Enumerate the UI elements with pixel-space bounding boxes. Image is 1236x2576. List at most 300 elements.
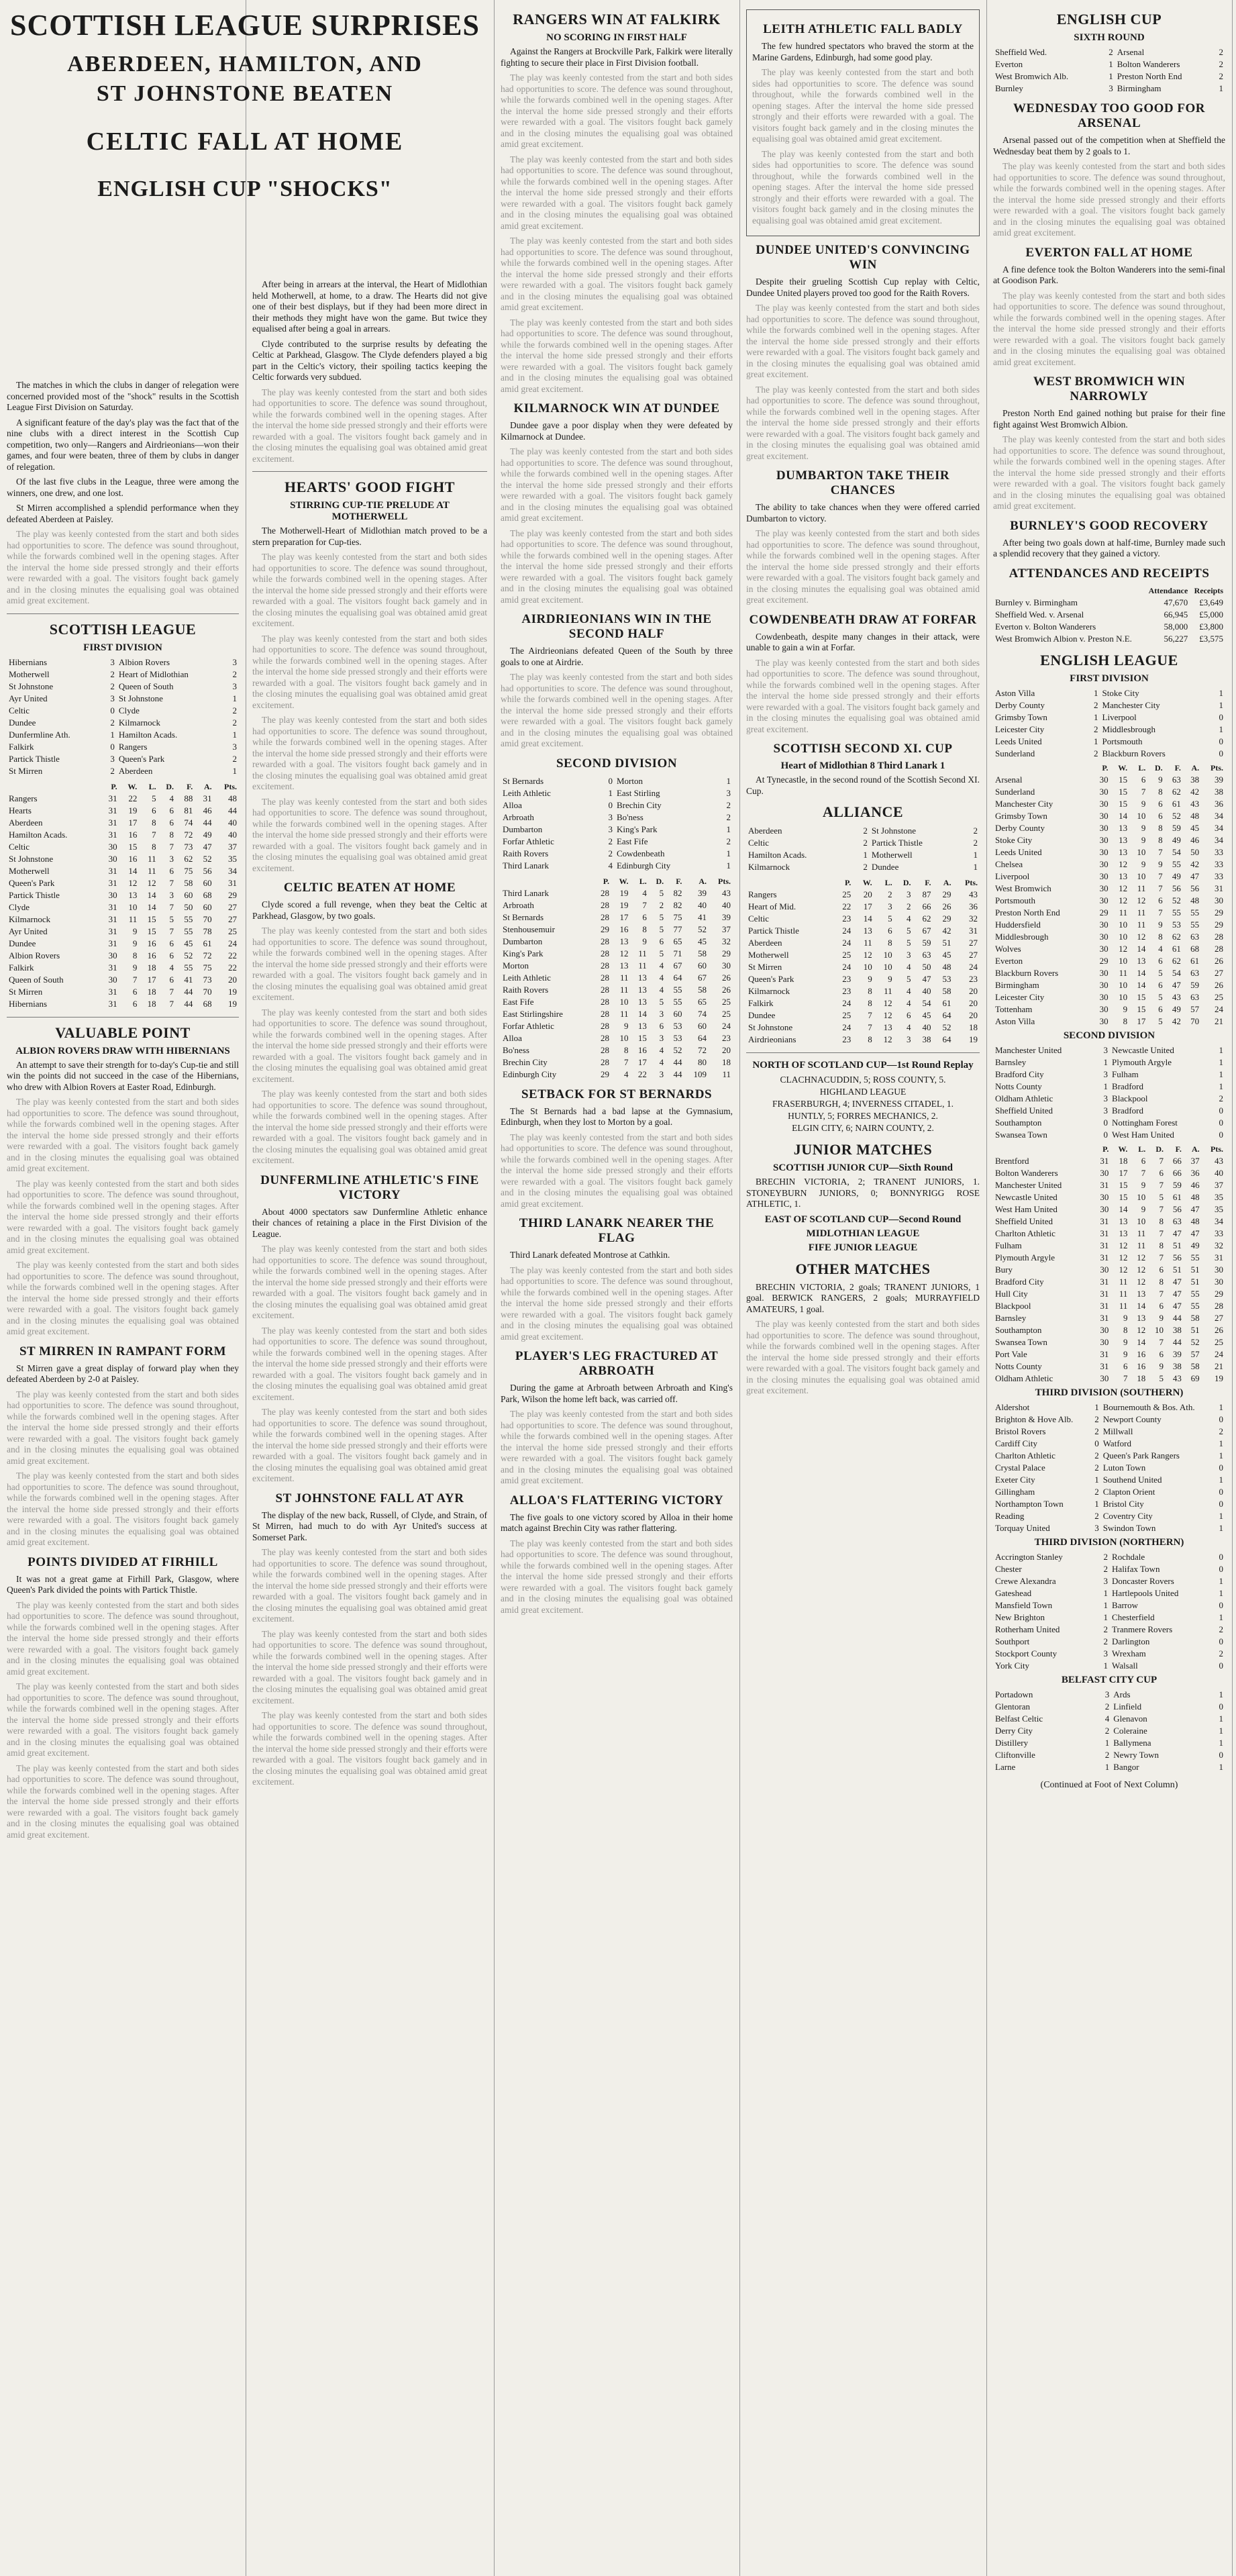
table-cell: Plymouth Argyle (1112, 1056, 1172, 1067)
table-cell: 47,670 (1164, 597, 1188, 607)
table-cell: 21 (1215, 1015, 1223, 1026)
table-cell: 13 (637, 972, 647, 983)
table-cell: 6 (132, 998, 138, 1009)
table-cell: 31 (108, 938, 117, 948)
table-cell: 31 (1100, 1179, 1109, 1190)
table-cell: 2 (232, 705, 237, 715)
table-cell: 24 (842, 998, 852, 1008)
body-text: The play was keenly contested from the start and both sides had opportunities to score. The defence was sound throughout, while the forwards combined well in the opening stages. After the interval the home side pressed strongly and their efforts were rewarded with a goal. The visitors fought back gamely and in the closing minutes the equalising goal was obtained amid great excitement. (252, 552, 487, 628)
table-cell: Albion Rovers (118, 656, 170, 667)
table-row (501, 972, 733, 984)
table-cell: Queen of South (9, 974, 64, 985)
table-cell: 1 (726, 775, 731, 786)
table-cell: 10 (619, 996, 629, 1007)
table-cell: Morton (616, 775, 643, 786)
section-title: LEITH ATHLETIC FALL BADLY (763, 22, 963, 36)
table-cell: 45 (922, 1010, 931, 1020)
table-cell: P. (1102, 762, 1109, 773)
table-cell: 1 (1219, 1725, 1223, 1736)
table-cell: 28 (600, 972, 609, 983)
attendance-table (993, 585, 1225, 645)
table-cell: 13 (637, 996, 647, 1007)
table-cell: Bury (995, 1264, 1013, 1275)
table-row (993, 883, 1225, 895)
section-subtitle: EAST OF SCOTLAND CUP—Second Round (764, 1213, 962, 1225)
table-row (993, 1252, 1225, 1264)
result-row (993, 1587, 1225, 1599)
section-subtitle: NO SCORING IN FIRST HALF (546, 32, 687, 43)
table-row (501, 960, 733, 972)
table-cell: 2 (659, 899, 664, 910)
section-title: EVERTON FALL AT HOME (1025, 245, 1193, 260)
article-text: The Airdrieonians defeated Queen of the South by three goals to one at Airdrie. (501, 646, 733, 667)
table-cell: 3 (110, 656, 115, 667)
table-cell: 30 (1099, 858, 1109, 869)
table-cell: Everton (995, 59, 1023, 69)
table-row (993, 979, 1225, 991)
table-cell: 35 (228, 853, 237, 864)
result-row (993, 1612, 1225, 1624)
table-cell: 55 (673, 984, 682, 995)
intro-paragraph: After being in arrears at the interval, the Heart of Midlothian held Motherwell, at home, to a draw. The Hearts did not give one of their best displays, but if they had been more direct in their methods they might have won the game. But twice they equalised after being a goal in arrears. (252, 279, 487, 334)
table-cell: 1 (1219, 1761, 1223, 1772)
table-row (993, 1312, 1225, 1324)
table-cell: P. (1102, 1144, 1109, 1154)
table-cell: 9 (868, 974, 872, 984)
table-cell: 34 (1215, 822, 1223, 833)
table-cell: 64 (673, 972, 682, 983)
table-row (993, 1228, 1225, 1240)
table-cell: Southport (995, 1636, 1030, 1646)
section-title: SCOTTISH SECOND XI. CUP (773, 742, 953, 756)
table-cell: 38 (922, 1034, 931, 1044)
table-cell: 33 (1215, 858, 1223, 869)
table-cell: 17 (1137, 1015, 1146, 1026)
table-cell: Dunfermline Ath. (9, 729, 70, 740)
table-cell (7, 781, 100, 793)
table-row (993, 1155, 1225, 1167)
table-cell: Manchester City (995, 798, 1053, 809)
table-cell: 34 (1215, 834, 1223, 845)
table-cell: 13 (863, 926, 872, 936)
table-cell: 55 (1190, 1288, 1200, 1299)
table-cell: £3,649 (1199, 597, 1223, 607)
section-title: COWDENBEATH DRAW AT FORFAR (749, 612, 977, 627)
table-cell: 60 (698, 1020, 707, 1031)
table-cell: 17 (147, 974, 156, 985)
table-cell: Oldham Athletic (995, 1093, 1053, 1103)
body-text: The play was keenly contested from the start and both sides had opportunities to score. The defence was sound throughout, while the forwards combined well in the opening stages. After the interval the home side pressed strongly and their efforts were rewarded with a goal. The visitors fought back gamely and in the closing minutes the equalising goal was obtained amid great excitement. (746, 384, 980, 461)
section-subtitle: SECOND DIVISION (1063, 1030, 1155, 1041)
table-cell: 87 (922, 889, 931, 899)
section-subtitle: BELFAST CITY CUP (1061, 1674, 1157, 1685)
table-row (993, 1300, 1225, 1312)
table-cell: 61 (1172, 1191, 1182, 1202)
table-cell: 32 (722, 936, 731, 946)
table-cell: 11 (1119, 1288, 1128, 1299)
table-cell: 15 (128, 841, 138, 852)
table-cell: 57 (1190, 1003, 1200, 1014)
table-cell: 60 (203, 877, 212, 888)
table-cell: 4 (907, 962, 911, 972)
results-table (746, 825, 980, 873)
section-title: KILMARNOCK WIN AT DUNDEE (513, 401, 720, 415)
table-cell: Motherwell (9, 668, 50, 679)
table-cell: 2 (1109, 47, 1113, 57)
result-row (993, 70, 1225, 83)
table-cell: Reading (995, 1510, 1025, 1521)
section-title: WEDNESDAY TOO GOOD FOR ARSENAL (1013, 101, 1206, 130)
article-text: Third Lanark defeated Montrose at Cathkin. (510, 1250, 670, 1260)
table-cell: 2 (1219, 47, 1223, 57)
table-cell: 53 (1172, 919, 1181, 930)
table-cell: 28 (600, 1032, 609, 1043)
table-cell: 44 (228, 805, 237, 815)
body-text: The play was keenly contested from the start and both sides had opportunities to score. The defence was sound throughout, while the forwards combined well in the opening stages. After the interval the home side pressed strongly and their efforts were rewarded with a goal. The visitors fought back gamely and in the closing minutes the equalising goal was obtained amid great excitement. (252, 633, 487, 710)
body-text: The play was keenly contested from the start and both sides had opportunities to score. The defence was sound throughout, while the forwards combined well in the opening stages. After the interval the home side pressed strongly and their efforts were rewarded with a goal. The visitors fought back gamely and in the closing minutes the equalising goal was obtained amid great excitement. (501, 317, 733, 394)
table-cell: 55 (1190, 1252, 1200, 1262)
table-cell: 0 (1219, 1129, 1223, 1140)
section-title: ST JOHNSTONE FALL AT AYR (275, 1491, 464, 1505)
table-cell: 68 (203, 998, 212, 1009)
result-row (993, 1510, 1225, 1522)
table-cell: 19 (1215, 1373, 1223, 1383)
section-subtitle: THIRD DIVISION (NORTHERN) (1034, 1536, 1184, 1548)
table-cell: Forfar Athletic (503, 836, 554, 846)
table-cell: 8 (888, 938, 892, 948)
body-text: The play was keenly contested from the start and both sides had opportunities to score. The defence was sound throughout, while the forwards combined well in the opening stages. After the interval the home side pressed strongly and their efforts were rewarded with a goal. The visitors fought back gamely and in the closing minutes the equalising goal was obtained amid great excitement. (746, 303, 980, 379)
table-cell: 9 (1141, 1203, 1146, 1214)
table-cell: 2 (973, 838, 978, 848)
table-cell: 3 (1103, 1093, 1109, 1103)
result-row (746, 861, 980, 873)
table-cell: 29 (1099, 907, 1109, 918)
table-cell: 3 (659, 1032, 664, 1043)
table-cell: Chesterfield (1112, 1612, 1155, 1622)
table-cell: 30 (1099, 810, 1109, 821)
table-cell: Dumbarton (503, 936, 543, 946)
table-cell: 1 (1219, 1737, 1223, 1748)
table-header-row (746, 877, 980, 889)
body-text: The play was keenly contested from the start and both sides had opportunities to score. The defence was sound throughout, while the forwards combined well in the opening stages. After the interval the home side pressed strongly and their efforts were rewarded with a goal. The visitors fought back gamely and in the closing minutes the equalising goal was obtained amid great excitement. (501, 72, 733, 149)
table-cell: Bradford City (995, 1069, 1044, 1079)
table-row (993, 1324, 1225, 1336)
table-cell: Bolton Wanderers (1117, 59, 1180, 69)
table-cell: 59 (1190, 979, 1200, 990)
table-cell: 4 (1158, 943, 1163, 954)
table-cell: 1 (1219, 1044, 1223, 1055)
table-cell: 11 (864, 938, 872, 948)
results-table (993, 1689, 1225, 1773)
masthead-line1: ABERDEEN, HAMILTON, AND (67, 52, 423, 77)
table-cell: Wolves (995, 943, 1021, 954)
table-cell: 4 (169, 793, 174, 803)
table-cell: Grimsby Town (995, 810, 1047, 821)
table-cell: 45 (698, 936, 707, 946)
table-cell: 7 (1159, 1336, 1164, 1347)
body-text: The play was keenly contested from the start and both sides had opportunities to score. The defence was sound throughout, while the forwards combined well in the opening stages. After the interval the home side pressed strongly and their efforts were rewarded with a goal. The visitors fought back gamely and in the closing minutes the equalising goal was obtained amid great excitement. (252, 1407, 487, 1483)
table-cell: 30 (1099, 919, 1109, 930)
table-cell: 19 (228, 998, 237, 1009)
table-cell: 43 (1172, 1373, 1182, 1383)
article-text: Despite their grueling Scottish Cup replay with Celtic, Dundee United players proved too good for the Raith Rovers. (746, 277, 980, 298)
table-cell: 26 (722, 984, 731, 995)
table-cell: 33 (1215, 871, 1223, 881)
table-cell: 35 (1215, 1203, 1223, 1214)
body-text: The play was keenly contested from the start and both sides had opportunities to score. The defence was sound throughout, while the forwards combined well in the opening stages. After the interval the home side pressed strongly and their efforts were rewarded with a goal. The visitors fought back gamely and in the closing minutes the equalising goal was obtained amid great excitement. (7, 1471, 239, 1547)
table-cell: 31 (1100, 1312, 1109, 1323)
table-cell: 24 (842, 962, 852, 972)
table-cell: 22 (842, 901, 852, 911)
table-row (7, 805, 239, 817)
table-cell: York City (995, 1660, 1030, 1671)
table-cell: 6 (1158, 798, 1163, 809)
table-cell: 24 (1215, 1003, 1223, 1014)
table-cell: Partick Thistle (871, 838, 923, 848)
table-row (993, 895, 1225, 907)
table-row (993, 834, 1225, 846)
table-cell: 13 (1137, 955, 1146, 966)
table-cell: 23 (722, 1032, 731, 1043)
table-cell: Barnsley (995, 1312, 1027, 1323)
body-text: The play was keenly contested from the start and both sides had opportunities to score. The defence was sound throughout, while the forwards combined well in the opening stages. After the interval the home side pressed strongly and their efforts were rewarded with a goal. The visitors fought back gamely and in the closing minutes the equalising goal was obtained amid great excitement. (501, 1409, 733, 1485)
section-title: WEST BROMWICH WIN NARROWLY (1033, 375, 1186, 403)
table-cell: 32 (1215, 1240, 1223, 1250)
table-cell: 37 (1215, 1179, 1223, 1190)
table-cell: 0 (1219, 1462, 1223, 1473)
table-cell: 3 (232, 681, 237, 691)
table-cell: 52 (1172, 895, 1181, 905)
table-cell: 42 (1190, 858, 1200, 869)
table-cell: 51 (942, 938, 951, 948)
table-cell: Southend United (1102, 1474, 1162, 1485)
table-cell: Clyde (118, 705, 140, 715)
table-cell: 9 (1123, 1336, 1128, 1347)
table-cell: 31 (108, 998, 117, 1009)
table-cell: 45 (942, 950, 951, 960)
table-cell: 6 (1123, 1360, 1128, 1371)
table-cell: 2 (608, 848, 613, 858)
table-cell: Pts. (1211, 762, 1223, 773)
table-cell: 30 (108, 974, 117, 985)
table-cell: Portsmouth (1102, 736, 1143, 746)
table-cell: 40 (922, 986, 931, 996)
table-cell: 51 (1190, 1264, 1200, 1275)
table-row (746, 901, 980, 913)
table-cell: 30 (1099, 1003, 1109, 1014)
table-cell: 11 (638, 948, 647, 958)
table-cell: 47 (1172, 1228, 1182, 1238)
table-cell: 58 (1190, 1360, 1200, 1371)
table-cell: 13 (619, 960, 629, 971)
table-cell: 62 (1172, 786, 1181, 797)
table-cell: 4 (659, 960, 664, 971)
table-cell: 14 (1137, 943, 1146, 954)
table-cell: 30 (722, 960, 731, 971)
table-cell: 1 (1094, 1401, 1099, 1412)
table-cell: 7 (1158, 846, 1163, 857)
table-cell: 13 (1119, 1216, 1128, 1226)
table-cell: 2 (726, 811, 731, 822)
table-cell: Celtic (748, 838, 770, 848)
table-cell: 60 (698, 960, 707, 971)
table-cell: W. (127, 781, 138, 791)
result-row (7, 656, 239, 668)
table-cell: 1 (1219, 1587, 1223, 1598)
table-cell: 11 (1119, 1276, 1128, 1287)
table-row (993, 919, 1225, 931)
result-row (7, 717, 239, 729)
table-cell: 13 (1119, 846, 1128, 857)
table-cell: 6 (1159, 1300, 1164, 1311)
table-cell: 33 (1215, 846, 1223, 857)
table-row (746, 949, 980, 961)
table-row (993, 1276, 1225, 1288)
table-cell: 25 (842, 1010, 852, 1020)
table-row (7, 962, 239, 974)
table-cell: 2 (232, 717, 237, 728)
table-cell: 1 (1103, 1056, 1109, 1067)
table-cell: Falkirk (9, 741, 34, 752)
table-cell: 31 (1215, 1252, 1223, 1262)
table-cell: 30 (1100, 1373, 1109, 1383)
table-cell: Kilmarnock (9, 913, 51, 924)
table-cell: 1 (232, 729, 237, 740)
table-cell: F. (1174, 762, 1181, 773)
section-subtitle: FIRST DIVISION (83, 642, 162, 653)
table-cell: Coventry City (1102, 1510, 1153, 1521)
article-text: Dundee gave a poor display when they were defeated by Kilmarnock at Dundee. (501, 420, 733, 442)
table-cell: Derry City (995, 1725, 1033, 1736)
result-row (993, 1486, 1225, 1498)
table-cell: 1 (1103, 1587, 1109, 1598)
article-text: Preston North End gained nothing but praise for their fine fight against West Bromwich Albion. (993, 408, 1225, 430)
table-cell: 13 (1119, 834, 1128, 845)
table-cell: 25 (722, 996, 731, 1007)
table-cell: 1 (973, 850, 978, 860)
table-cell: 40 (922, 1022, 931, 1032)
body-text: The play was keenly contested from the start and both sides had opportunities to score. The defence was sound throughout, while the forwards combined well in the opening stages. After the interval the home side pressed strongly and their efforts were rewarded with a goal. The visitors fought back gamely and in the closing minutes the equalising goal was obtained amid great excitement. (252, 1628, 487, 1705)
section-title: HEARTS' GOOD FIGHT (285, 479, 455, 495)
table-row (501, 948, 733, 960)
table-row (746, 1034, 980, 1046)
table-cell: 12 (1119, 858, 1128, 869)
table-cell: 14 (1137, 979, 1146, 990)
table-cell: 46 (203, 805, 212, 815)
article-text: St Mirren gave a great display of forward play when they defeated Aberdeen by 2-0 at Paisley. (7, 1363, 239, 1384)
table-cell: 0 (608, 775, 613, 786)
result-row (993, 1636, 1225, 1648)
table-cell: Aston Villa (995, 1015, 1035, 1026)
table-cell: 1 (973, 862, 978, 872)
table-cell: 31 (1100, 1252, 1109, 1262)
table-cell: 1 (232, 693, 237, 703)
table-cell: 30 (1215, 895, 1223, 905)
table-cell: Swansea Town (995, 1336, 1047, 1347)
table-cell: 55 (184, 962, 193, 973)
table-cell: 10 (1137, 846, 1146, 857)
table-cell: 70 (203, 986, 212, 997)
table-cell: 12 (1119, 895, 1128, 905)
table-cell: 12 (1119, 1252, 1128, 1262)
table-cell: 49 (1172, 1003, 1181, 1014)
table-cell: 75 (673, 911, 682, 922)
table-cell: 57 (1190, 1348, 1200, 1359)
table-cell: 30 (108, 889, 117, 900)
table-cell: 9 (1141, 798, 1146, 809)
table-cell: 6 (1158, 979, 1163, 990)
table-cell: Middlesbrough (1102, 724, 1155, 734)
table-cell: Arsenal (995, 774, 1023, 785)
body-text: The play was keenly contested from the start and both sides had opportunities to score. The defence was sound throughout, while the forwards combined well in the opening stages. After the interval the home side pressed strongly and their efforts were rewarded with a goal. The visitors fought back gamely and in the closing minutes the equalising goal was obtained amid great excitement. (7, 1599, 239, 1677)
table-cell: 51 (1172, 1264, 1182, 1275)
table-cell: 13 (1137, 1288, 1146, 1299)
table-cell: 26 (942, 901, 951, 911)
table-cell: 14 (863, 913, 872, 924)
table-cell: 6 (888, 926, 892, 936)
table-cell: 52 (942, 1022, 951, 1032)
table-cell: 1 (1103, 1599, 1109, 1610)
table-cell: 59 (1172, 1179, 1182, 1190)
table-cell: 47 (1172, 979, 1181, 990)
table-cell: 27 (969, 950, 978, 960)
table-cell: 56 (1172, 883, 1181, 893)
body-text: The play was keenly contested from the start and both sides had opportunities to score. The defence was sound throughout, while the forwards combined well in the opening stages. After the interval the home side pressed strongly and their efforts were rewarded with a goal. The visitors fought back gamely and in the closing minutes the equalising goal was obtained amid great excitement. (252, 387, 487, 464)
table-cell: 2 (1219, 1648, 1223, 1658)
table-cell: 59 (1172, 822, 1181, 833)
result-row (501, 824, 733, 836)
table-cell: Hartlepools United (1112, 1587, 1179, 1598)
table-cell: 47 (1190, 1228, 1200, 1238)
table-cell: Distillery (995, 1737, 1029, 1748)
table-cell: 25 (228, 926, 237, 936)
table-cell: 5 (1158, 991, 1163, 1002)
result-row (993, 1689, 1225, 1701)
table-cell: Belfast Celtic (995, 1713, 1043, 1724)
table-cell: 2 (1094, 748, 1098, 758)
table-row (501, 1056, 733, 1069)
results-table (993, 1401, 1225, 1534)
result-row (7, 729, 239, 741)
table-cell: 75 (203, 962, 212, 973)
table-cell: 3 (1109, 83, 1113, 93)
table-cell: King's Park (503, 948, 544, 958)
table-cell: 20 (969, 986, 978, 996)
table-cell: 12 (128, 877, 138, 888)
table-cell: 6 (1141, 774, 1146, 785)
table-cell: 20 (863, 889, 872, 899)
result-row (993, 736, 1225, 748)
table-cell: Barrow (1112, 1599, 1139, 1610)
table-cell: 9 (1141, 822, 1146, 833)
table-cell: St Mirren (9, 765, 43, 776)
table-cell: Leeds United (995, 736, 1042, 746)
table-cell: 4 (907, 986, 911, 996)
table-cell: Sheffield Wed. v. Arsenal (995, 609, 1084, 620)
table-cell: 62 (922, 913, 931, 924)
table-cell: 8 (868, 998, 872, 1008)
table-cell: Leith Athletic (503, 787, 551, 798)
table-cell: 7 (1159, 1288, 1164, 1299)
table-row (993, 798, 1225, 810)
table-cell: 63 (1190, 967, 1200, 978)
result-line: FRASERBURGH, 4; INVERNESS CITADEL, 1. (772, 1099, 954, 1109)
table-cell: Partick Thistle (9, 753, 60, 764)
table-cell: 11 (1137, 907, 1146, 918)
table-cell: 9 (132, 938, 138, 948)
table-cell: 30 (1100, 1203, 1109, 1214)
table-cell: 13 (637, 984, 647, 995)
